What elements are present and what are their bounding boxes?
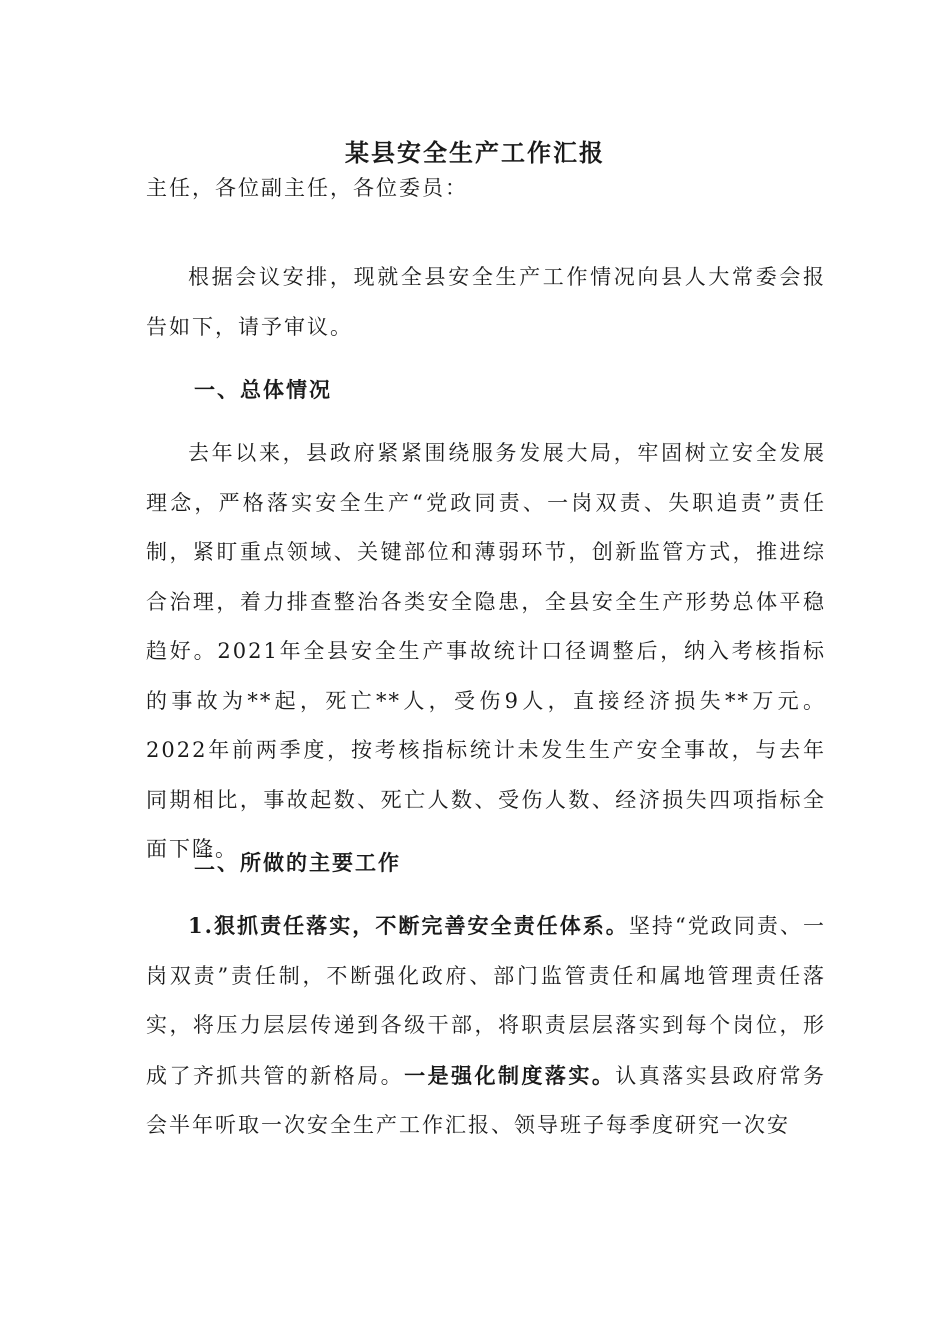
- salutation: 主任，各位副主任，各位委员：: [146, 176, 468, 200]
- document-title: 某县安全生产工作汇报: [345, 138, 605, 167]
- sub1-lead: 一是强化制度落实。: [404, 1062, 616, 1088]
- sub1-text: 认真落实县政府常务会半年听取一次安全生产工作汇报、领导班子每季度研究一次安: [146, 1063, 827, 1137]
- section-heading-overview: 一、总体情况: [194, 377, 332, 402]
- item1-lead: 1.狠抓责任落实，不断完善安全责任体系。: [188, 913, 629, 938]
- section-heading-main-work: 二、所做的主要工作: [194, 850, 401, 875]
- item1-text: 坚持“党政同责、一岗双责”责任制，不断强化政府、部门监管责任和属地管理责任落实，将压力层层传递到各级干部，将职责层层落实到每个岗位，形成了齐抓共管的新格局。: [146, 914, 826, 1088]
- overview-paragraph: 去年以来，县政府紧紧围绕服务发展大局，牢固树立安全发展理念，严格落实安全生产“党政同责、一岗双责、失职追责”责任制，紧盯重点领域、关键部位和薄弱环节，创新监管方式，推进综合治理，着力排查整治各类安全隐患，全县安全生产形势总体平稳趋好。2021年全县安全生产事故统计口径调整后，纳入考核指标的事故为**起，死亡**人，受伤9人，直接经济损失**万元。2022年前两季度，按考核指标统计未发生生产安全事故，与去年同期相比，事故起数、死亡人数、受伤人数、经济损失四项指标全面下降。: [146, 441, 826, 861]
- intro-paragraph: 根据会议安排，现就全县安全生产工作情况向县人大常委会报告如下，请予审议。: [146, 265, 826, 339]
- main-work-paragraph: [146, 901, 826, 1151]
